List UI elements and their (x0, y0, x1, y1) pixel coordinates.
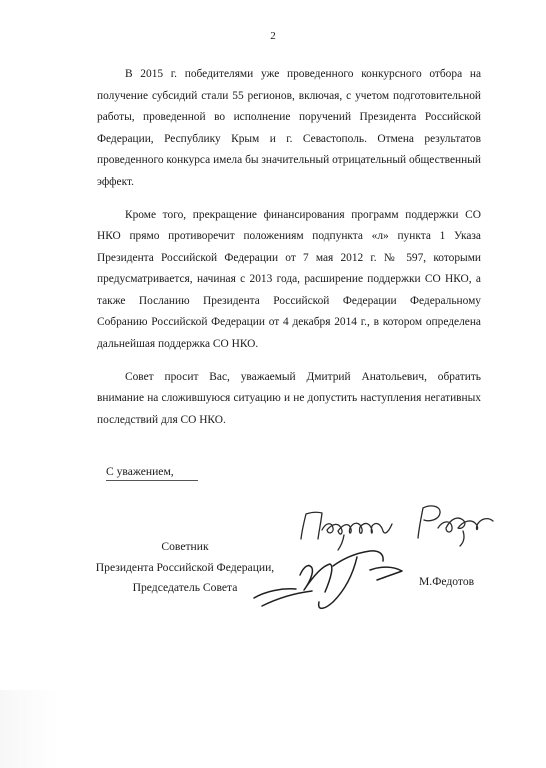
signatory-title-line-2: Президента Российской Федерации, (95, 560, 275, 574)
signatory-title-line-3: Председатель Совета (132, 581, 238, 594)
page-number: 2 (270, 30, 276, 42)
signatory-title-line-1: Советник (161, 540, 209, 553)
paragraph-1: В 2015 г. победителями уже проведенного конкурсного отбора на получение субсидий стали 55 регионов, включая, с учетом подготовительной работы, проведенной во исполнение поручений Президента Российской Федерации, Республику Крым и г. Севастополь. Отмена результатов проведенного конкурса имела бы значительный отрицательный общественный эффект. (97, 68, 481, 188)
signatory-name: М.Федотов (419, 575, 475, 588)
paragraph-3: Совет просит Вас, уважаемый Дмитрий Анатольевич, обратить внимание на сложившуюся ситуацию и не допустить наступления негативных последствий для СО НКО. (97, 370, 481, 426)
scan-shading (0, 690, 60, 768)
handwritten-annotation (301, 506, 493, 550)
paragraph-2: Кроме того, прекращение финансирования программ поддержки СО НКО прямо противоречит положениям подпункта «л» пункта 1 Указа Президента Российской Федерации от 7 мая 2012 г. № 597, которыми предусматривается, начиная с 2013 года, расширение поддержки СО НКО, а также Посланию Президента Российской Федерации Федеральному Собранию Российской Федерации от 4 декабря 2014 г., в котором определена дальнейшая поддержка СО НКО. (97, 208, 481, 350)
handwritten-signature (254, 551, 402, 609)
closing-salutation: С уважением, (106, 465, 174, 478)
